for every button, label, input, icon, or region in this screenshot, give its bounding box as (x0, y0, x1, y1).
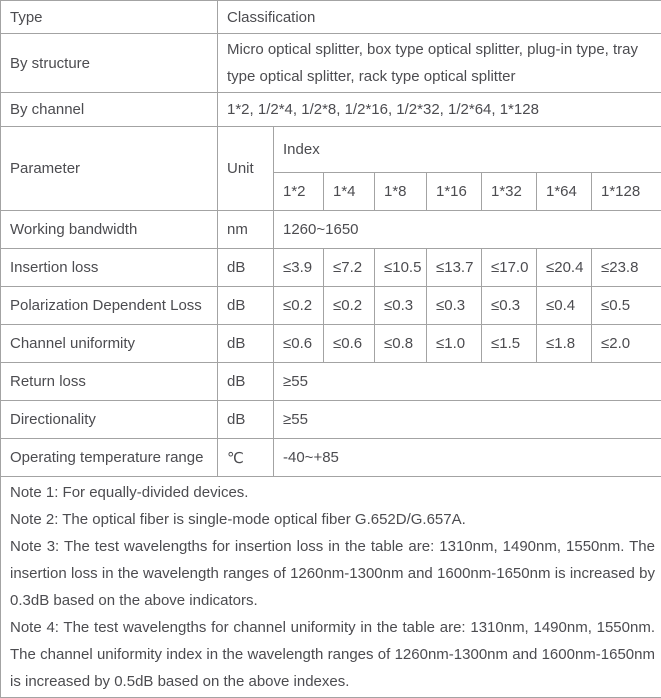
param-label: Return loss (1, 363, 218, 401)
row-by-structure (1, 34, 661, 93)
index-col-1x16: 1*16 (427, 173, 482, 211)
param-value: ≤0.6 (274, 325, 324, 363)
note-4: Note 4: The test wavelengths for channel uniformity in the table are: 1310nm, 1490nm, 1550nm. The channel uniformity index in the wavelength ranges of 1260nm-1300nm and 1600nm-1650nm is increased by 0.5dB based on the above indexes. (10, 614, 655, 695)
param-value: 1260~1650 (274, 211, 661, 249)
row-value-classification: Classification (218, 1, 661, 34)
row-polarization-dependent-loss (1, 287, 661, 325)
row-directionality (1, 401, 661, 439)
param-unit: nm (218, 211, 274, 249)
param-value: ≤7.2 (324, 249, 375, 287)
param-unit: dB (218, 325, 274, 363)
index-col-1x64: 1*64 (537, 173, 592, 211)
param-value: ≤0.2 (274, 287, 324, 325)
param-value: ≤0.2 (324, 287, 375, 325)
param-value: ≤23.8 (592, 249, 661, 287)
param-value: ≤0.3 (427, 287, 482, 325)
row-channel-uniformity (1, 325, 661, 363)
param-value: ≤20.4 (537, 249, 592, 287)
param-value: ≤1.0 (427, 325, 482, 363)
row-label-by-channel: By channel (1, 93, 218, 127)
param-value: ≤2.0 (592, 325, 661, 363)
param-value: ≤1.5 (482, 325, 537, 363)
index-col-1x2: 1*2 (274, 173, 324, 211)
param-label: Insertion loss (1, 249, 218, 287)
param-label: Working bandwidth (1, 211, 218, 249)
param-unit: dB (218, 363, 274, 401)
row-value-by-structure: Micro optical splitter, box type optical splitter, plug-in type, tray type optical splitter, rack type optical splitter (218, 34, 661, 93)
row-notes (1, 477, 661, 698)
row-return-loss (1, 363, 661, 401)
note-1: Note 1: For equally-divided devices. (10, 479, 655, 506)
param-label: Operating temperature range (1, 439, 218, 477)
param-label: Polarization Dependent Loss (1, 287, 218, 325)
param-value: ≤0.3 (482, 287, 537, 325)
param-value: ≤13.7 (427, 249, 482, 287)
header-unit: Unit (218, 127, 274, 211)
notes-cell (1, 477, 661, 698)
param-value: ≥55 (274, 363, 661, 401)
note-2: Note 2: The optical fiber is single-mode optical fiber G.652D/G.657A. (10, 506, 655, 533)
param-unit: dB (218, 401, 274, 439)
index-col-1x8: 1*8 (375, 173, 427, 211)
param-value: -40~+85 (274, 439, 661, 477)
row-param-header (1, 127, 661, 173)
param-value: ≤0.4 (537, 287, 592, 325)
param-value: ≤3.9 (274, 249, 324, 287)
param-value: ≤0.5 (592, 287, 661, 325)
index-col-1x4: 1*4 (324, 173, 375, 211)
row-insertion-loss (1, 249, 661, 287)
param-value: ≤0.8 (375, 325, 427, 363)
param-value: ≥55 (274, 401, 661, 439)
index-col-1x128: 1*128 (592, 173, 661, 211)
row-working-bandwidth (1, 211, 661, 249)
index-col-1x32: 1*32 (482, 173, 537, 211)
param-value: ≤10.5 (375, 249, 427, 287)
param-unit: dB (218, 249, 274, 287)
param-label: Channel uniformity (1, 325, 218, 363)
note-3: Note 3: The test wavelengths for insertion loss in the table are: 1310nm, 1490nm, 1550nm. The insertion loss in the wavelength ranges of 1260nm-1300nm and 1600nm-1650nm is increased by 0.3dB based on the above indicators. (10, 533, 655, 614)
param-unit: dB (218, 287, 274, 325)
header-parameter: Parameter (1, 127, 218, 211)
param-value: ≤0.3 (375, 287, 427, 325)
row-operating-temperature (1, 439, 661, 477)
param-value: ≤1.8 (537, 325, 592, 363)
row-value-by-channel: 1*2, 1/2*4, 1/2*8, 1/2*16, 1/2*32, 1/2*64, 1*128 (218, 93, 661, 127)
row-type (1, 1, 661, 34)
row-label-type: Type (1, 1, 218, 34)
param-label: Directionality (1, 401, 218, 439)
param-unit: ℃ (218, 439, 274, 477)
row-label-by-structure: By structure (1, 34, 218, 93)
param-value: ≤17.0 (482, 249, 537, 287)
row-by-channel (1, 93, 661, 127)
param-value: ≤0.6 (324, 325, 375, 363)
header-index: Index (274, 127, 661, 173)
